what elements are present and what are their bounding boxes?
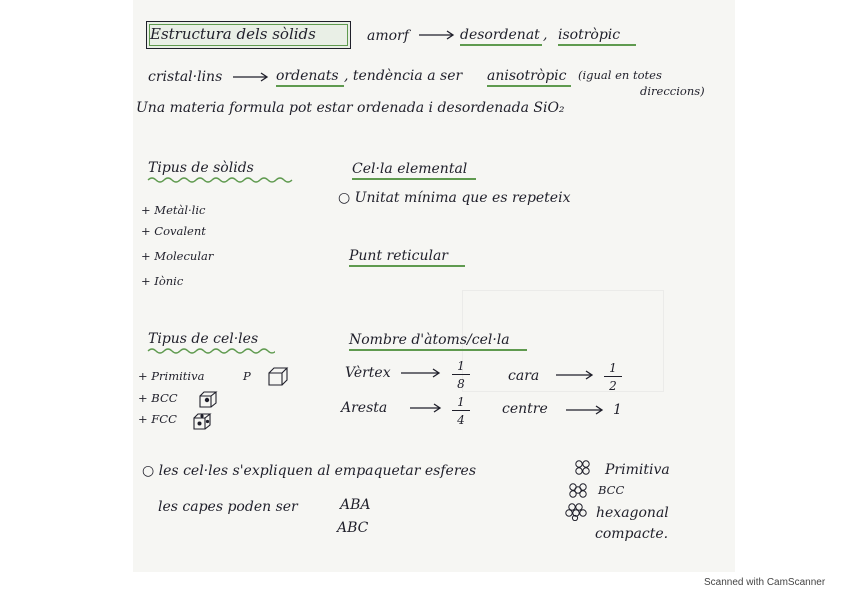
amorf-comma: , [543, 27, 548, 43]
underline [352, 178, 476, 180]
legend-bcc: BCC [598, 483, 625, 497]
centre-label: centre [502, 401, 548, 417]
underline [460, 44, 542, 46]
spheres-bcc-icon [568, 482, 590, 498]
vertex-label: Vèrtex [345, 365, 391, 381]
amorf-isotropic: isotròpic [558, 27, 621, 43]
legend-hexagonal: hexagonal [596, 505, 669, 521]
centre-value: 1 [613, 402, 622, 418]
underline [349, 265, 465, 267]
fraction-denominator: 2 [609, 379, 617, 393]
cella-type-code: P [243, 369, 251, 383]
heading-tipus-celles: Tipus de cel·les [148, 331, 259, 347]
cara-label: cara [508, 368, 540, 384]
fraction-numerator: 1 [604, 362, 622, 377]
spheres-primitive-icon [574, 460, 594, 476]
cristalins-direccions: direccions) [640, 84, 705, 98]
underline [349, 349, 527, 351]
cube-fcc-icon [191, 412, 213, 430]
cristalins-label: cristal·lins [148, 69, 223, 85]
cristalins-tendencia: , tendència a ser [344, 68, 463, 84]
heading-cella-elemental: Cel·la elemental [352, 161, 468, 177]
arrow-icon [555, 370, 595, 380]
fraction-denominator: 8 [457, 377, 465, 391]
arrow-icon [565, 405, 605, 415]
page-title: Estructura dels sòlids [150, 25, 316, 43]
arrow-icon [232, 72, 270, 82]
aresta-fraction [452, 396, 470, 426]
wavy-underline [147, 347, 275, 355]
cristalins-anisotropic: anisotròpic [487, 68, 567, 84]
fraction-numerator: 1 [452, 360, 470, 375]
amorf-label: amorf [367, 28, 409, 44]
cella-type-primitiva: + Primitiva [138, 369, 205, 383]
note-sio2: Una materia formula pot estar ordenada i desordenada SiO₂ [136, 100, 565, 116]
punt-reticular: Punt reticular [349, 248, 448, 264]
wavy-underline [147, 176, 293, 184]
spheres-hexagonal-icon [565, 503, 587, 521]
fraction-denominator: 4 [457, 413, 465, 427]
empaquetament-line: ○ les cel·les s'expliquen al empaquetar esferes [142, 463, 476, 479]
cube-primitive-icon [266, 366, 290, 386]
tipus-solid-item: + Covalent [141, 224, 206, 238]
underline [558, 44, 636, 46]
capes-label: les capes poden ser [158, 499, 298, 515]
tipus-solid-item: + Metàl·lic [141, 203, 206, 217]
cube-bcc-icon [197, 390, 219, 408]
aresta-label: Aresta [341, 400, 388, 416]
arrow-icon [400, 368, 442, 378]
fraction-numerator: 1 [452, 396, 470, 411]
legend-primitiva: Primitiva [605, 462, 670, 478]
heading-atoms-cella: Nombre d'àtoms/cel·la [349, 332, 510, 348]
vertex-fraction [452, 360, 470, 390]
arrow-icon [409, 403, 443, 413]
cella-type-fcc: + FCC [138, 412, 177, 426]
underline [276, 85, 344, 87]
cristalins-ordenats: ordenats [276, 68, 339, 84]
tipus-solid-item: + Iònic [141, 274, 184, 288]
legend-compacte: compacte. [595, 526, 669, 542]
tipus-solid-item: + Molecular [141, 249, 214, 263]
underline [487, 85, 571, 87]
cristalins-igual: (igual en totes [578, 68, 662, 82]
amorf-desordenat: desordenat [460, 27, 540, 43]
layer-aba: ABA [340, 497, 371, 513]
cella-description: ○ Unitat mínima que es repeteix [338, 190, 571, 206]
cella-type-bcc: + BCC [138, 391, 178, 405]
cara-fraction [604, 362, 622, 392]
arrow-icon [418, 30, 456, 40]
heading-tipus-solids: Tipus de sòlids [148, 160, 254, 176]
scanner-watermark: Scanned with CamScanner [704, 577, 826, 588]
layer-abc: ABC [337, 520, 369, 536]
